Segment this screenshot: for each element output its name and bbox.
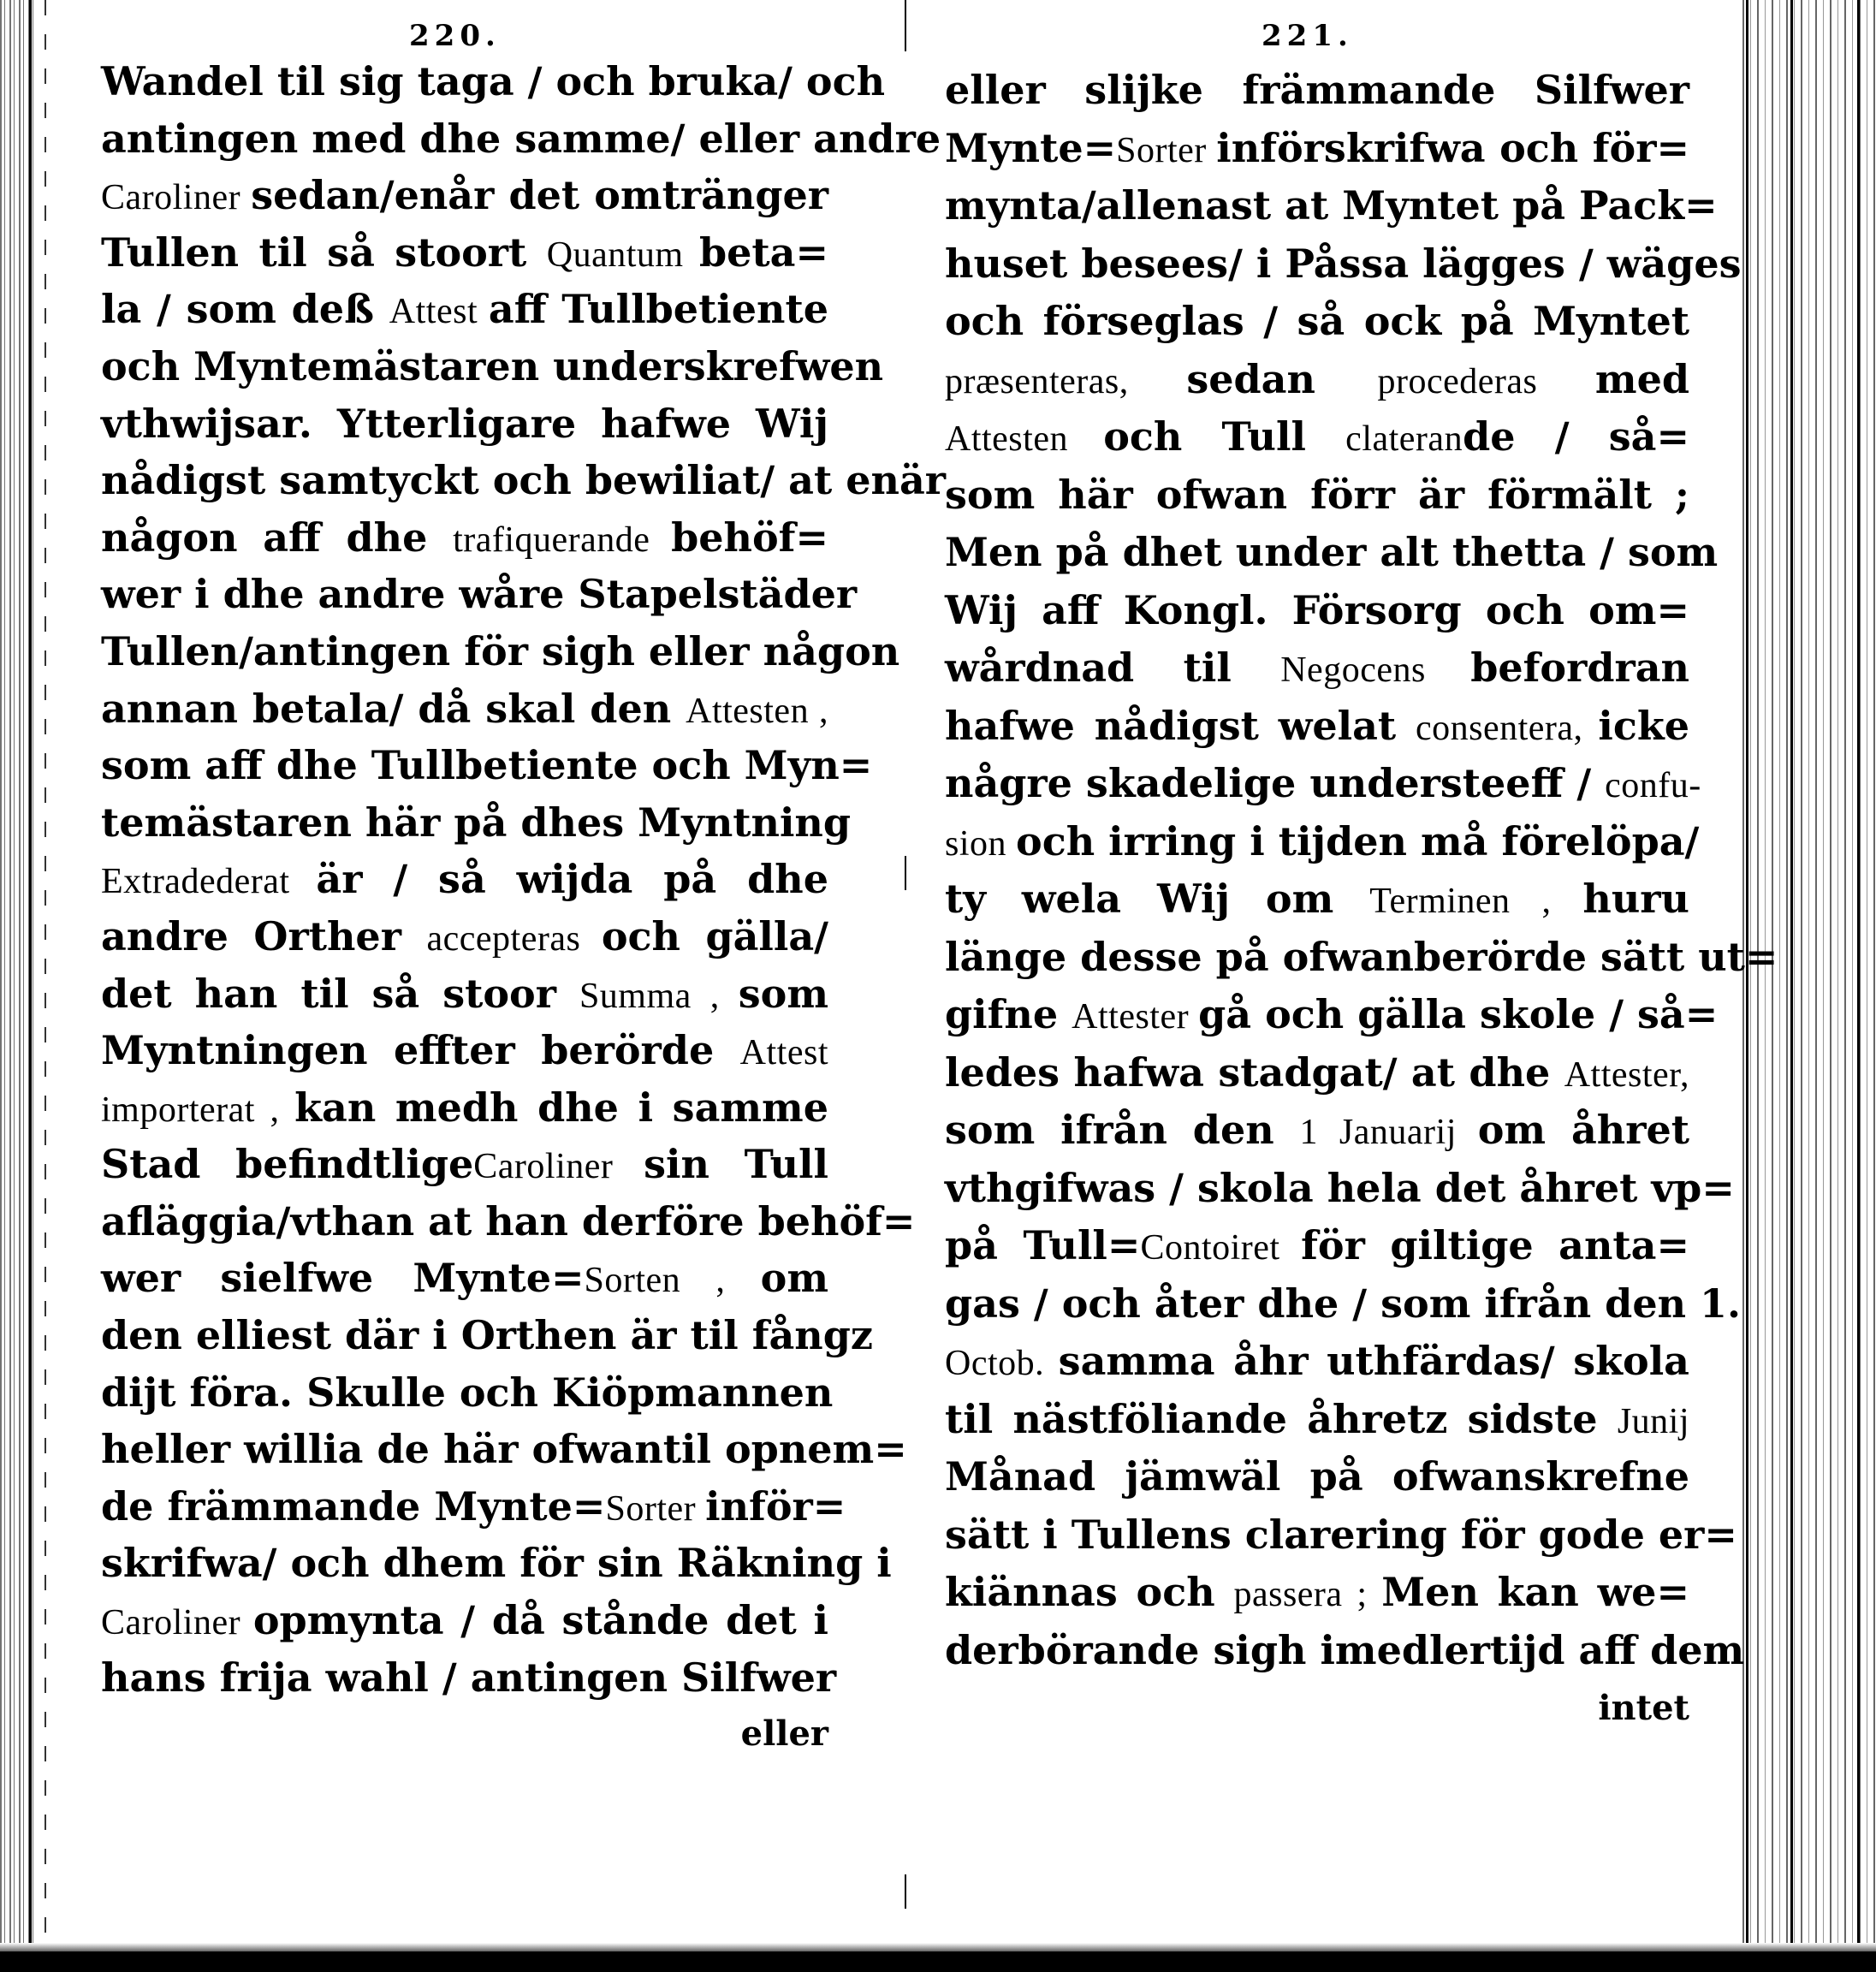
blackletter-text: eller slijke främmande Silfwer [945, 67, 1689, 113]
text-line [101, 737, 873, 794]
roman-word: Junij [1617, 1401, 1689, 1441]
text-line [101, 851, 828, 908]
blackletter-text: och Tull [1103, 413, 1346, 460]
blackletter-text: införskrifwa och för= [1216, 124, 1689, 171]
page-number: 220. [409, 19, 501, 53]
blackletter-text: huset besees/ i Påssa lägges / wäges [945, 240, 1742, 287]
blackletter-text: aff Tullbetiente [488, 286, 829, 333]
blackletter-text: andre Orther [101, 912, 427, 959]
text-line [945, 1275, 1742, 1333]
text-line [945, 698, 1689, 756]
text-line [101, 509, 828, 567]
roman-word: sion [945, 823, 1017, 864]
text-line [945, 1391, 1689, 1449]
blackletter-text: sedan [1186, 355, 1378, 402]
text-line [945, 1448, 1689, 1506]
left-page-text [101, 53, 947, 1763]
roman-word: Attest [739, 1033, 828, 1073]
blackletter-text: Men på dhet under alt thetta / som [945, 529, 1719, 575]
roman-word: Caroliner [101, 1603, 253, 1643]
blackletter-text: den elliest där i Orthen är til fångz [101, 1312, 874, 1359]
text-line [101, 680, 828, 738]
blackletter-text: annan betala/ då skal den [101, 685, 686, 732]
text-line [101, 53, 886, 110]
blackletter-text: Månad jämwäl på ofwanskrefne [945, 1453, 1689, 1500]
right-page-edge-line [1857, 0, 1860, 1943]
blackletter-text: och Myntemästaren underskrefwen [101, 342, 884, 389]
blackletter-text: afläggia/vthan at han derföre behöf= [101, 1197, 916, 1244]
text-line [945, 293, 1689, 351]
text-line [101, 452, 947, 509]
blackletter-text: kan medh dhe i samme [294, 1084, 828, 1131]
text-line [101, 1421, 907, 1478]
text-line [101, 1193, 916, 1250]
blackletter-text: någre skadelige understeeff / [945, 760, 1606, 806]
blackletter-text: wer i dhe andre wåre Stapelstäder [101, 571, 858, 618]
blackletter-text: om åhret [1477, 1107, 1689, 1153]
roman-word: Attest [389, 292, 489, 332]
blackletter-text: med [1594, 355, 1689, 402]
blackletter-text: dijt föra. Skulle och Kiöpmannen [101, 1369, 834, 1416]
blackletter-text: Myntningen effter berörde [101, 1027, 740, 1074]
page-number: 221. [1262, 19, 1353, 53]
blackletter-text: Mynte= [945, 124, 1117, 171]
blackletter-text: länge desse på ofwanberörde sätt ut= [945, 933, 1778, 980]
roman-word: Quantum [546, 235, 699, 275]
text-line [945, 1333, 1689, 1391]
roman-word: Attesten , [686, 691, 828, 731]
text-line [945, 408, 1689, 466]
blackletter-text: gå och gälla skole / så= [1198, 991, 1719, 1037]
blackletter-text: inför= [705, 1482, 846, 1529]
text-line [945, 466, 1689, 525]
gutter-mark [905, 856, 906, 890]
roman-word: Sorter [605, 1488, 706, 1529]
catchword: eller [740, 1714, 828, 1755]
text-line [945, 62, 1689, 120]
text-line [945, 351, 1689, 409]
text-line [945, 639, 1689, 698]
right-page-edge-line [1790, 0, 1793, 1943]
roman-word: Attester, [1564, 1054, 1689, 1095]
text-line [945, 755, 1701, 813]
blackletter-text: skrifwa/ och dhem för sin Räkning i [101, 1540, 892, 1587]
blackletter-text: derbörande sigh imedlertijd aff dem [945, 1626, 1745, 1673]
text-line [945, 235, 1742, 294]
text-line [101, 623, 900, 680]
blackletter-text: behöf= [671, 514, 828, 561]
blackletter-text: som [738, 970, 828, 1017]
blackletter-text: hafwe nådigst welat [945, 702, 1416, 749]
blackletter-text: nådigst samtyckt och bewiliat/ at enär [101, 457, 947, 504]
blackletter-text: wårdnad til [945, 644, 1281, 691]
text-line [101, 1136, 828, 1193]
text-line [101, 338, 884, 395]
roman-word: Terminen , [1369, 882, 1583, 921]
roman-word: Attesten [945, 419, 1104, 459]
roman-word: clateran [1345, 419, 1463, 459]
gutter-mark [905, 1874, 906, 1909]
roman-word: confu- [1605, 766, 1701, 805]
text-line [945, 986, 1719, 1044]
blackletter-text: beta= [698, 229, 828, 276]
text-line [945, 1622, 1745, 1680]
roman-word: Sorter [1116, 130, 1217, 170]
text-line [101, 1079, 828, 1137]
left-page-edge-line [29, 0, 32, 1943]
roman-word: Negocens [1280, 650, 1471, 690]
text-line [945, 120, 1689, 178]
text-line [945, 177, 1718, 235]
blackletter-text: gifne [945, 991, 1072, 1037]
text-line [945, 929, 1778, 987]
text-line [101, 167, 828, 224]
text-line [101, 566, 858, 623]
text-line [101, 224, 828, 282]
text-line [945, 1044, 1689, 1102]
blackletter-text: sedan/enår det omtränger [251, 172, 829, 219]
roman-word: procederas [1377, 361, 1595, 401]
roman-word: Extradederat [101, 862, 317, 902]
blackletter-text: det han til så stoor [101, 970, 579, 1017]
blackletter-text: vthgifwas / skola hela det åhret vp= [945, 1164, 1735, 1211]
blackletter-text: vthwijsar. Ytterligare hafwe Wij [101, 400, 828, 447]
text-line [945, 1506, 1737, 1565]
roman-word: accepteras [426, 918, 602, 959]
text-line [101, 965, 828, 1023]
blackletter-text: mynta/allenast at Myntet på Pack= [945, 182, 1718, 229]
blackletter-text: ty wela Wij om [945, 876, 1370, 922]
gutter-mark [905, 0, 906, 51]
blackletter-text: befordran [1470, 644, 1689, 691]
blackletter-text: de / så= [1463, 413, 1689, 460]
text-line [101, 1307, 874, 1364]
blackletter-text: temästaren här på dhes Myntning [101, 799, 852, 846]
text-line [101, 1649, 837, 1707]
text-line [945, 1564, 1689, 1622]
blackletter-text: någon aff dhe [101, 514, 454, 561]
text-line [945, 1102, 1689, 1160]
roman-word: præsenteras, [945, 361, 1187, 401]
text-line [101, 281, 828, 338]
roman-word: Caroliner [473, 1147, 644, 1187]
roman-word: Summa , [579, 976, 739, 1016]
roman-word: 1 Januarij [1299, 1113, 1478, 1152]
scan-bottom-border [0, 1951, 1876, 1972]
text-line [101, 1592, 828, 1649]
roman-word: Sorten , [584, 1261, 761, 1301]
text-line [101, 1250, 828, 1307]
blackletter-text: wer sielfwe Mynte= [101, 1255, 585, 1302]
blackletter-text: til nästföliande åhretz sidste [945, 1395, 1618, 1442]
blackletter-text: samma åhr uthfärdas/ skola [1058, 1338, 1689, 1384]
blackletter-text: och irring i tijden må förelöpa/ [1016, 817, 1700, 864]
blackletter-text: hans frija wahl / antingen Silfwer [101, 1654, 837, 1701]
text-line [101, 1364, 834, 1422]
blackletter-text: Tullen/antingen för sigh eller någon [101, 627, 900, 674]
blackletter-text: heller willia de här ofwantil opnem= [101, 1426, 907, 1473]
text-line [101, 1478, 846, 1535]
text-line [101, 1535, 892, 1592]
text-line [101, 1022, 828, 1079]
blackletter-text: la / som deß [101, 286, 389, 333]
blackletter-text: Wij aff Kongl. Försorg och om= [945, 586, 1689, 633]
roman-word: Attester [1072, 997, 1199, 1036]
blackletter-text: Men kan we= [1381, 1569, 1689, 1615]
blackletter-text: opmynta / då stånde det i [252, 1597, 828, 1644]
blackletter-text: Wandel til sig taga / och bruka/ och [101, 58, 886, 104]
text-line [945, 582, 1689, 640]
blackletter-text: och gälla/ [601, 912, 828, 959]
roman-word: Caroliner [101, 178, 252, 218]
catchword: intet [1598, 1688, 1689, 1728]
roman-word: consentera, [1415, 708, 1599, 748]
roman-word: passera ; [1233, 1575, 1382, 1614]
right-page-text [945, 62, 1778, 1737]
blackletter-text: Tullen til så stoort [101, 229, 547, 276]
blackletter-text: för giltige anta= [1301, 1222, 1689, 1268]
blackletter-text: om [760, 1255, 828, 1302]
text-line [101, 395, 828, 453]
blackletter-text: kiännas och [945, 1569, 1234, 1615]
blackletter-text: sin Tull [644, 1141, 829, 1188]
text-line [101, 110, 941, 168]
roman-word: trafiquerande [453, 520, 672, 560]
roman-word: Contoiret [1140, 1228, 1302, 1268]
text-line [945, 870, 1689, 929]
blackletter-text: som aff dhe Tullbetiente och Myn= [101, 742, 873, 789]
blackletter-text: gas / och åter dhe / som ifrån den 1. [945, 1280, 1742, 1327]
blackletter-text: antingen med dhe samme/ eller andre [101, 115, 941, 162]
blackletter-text: Stad befindtlige [101, 1141, 474, 1188]
roman-word: importerat , [101, 1090, 295, 1130]
blackletter-text: sätt i Tullens clarering för gode er= [945, 1511, 1737, 1558]
blackletter-text: huru [1582, 876, 1689, 922]
left-page-margin-mark [45, 0, 46, 1943]
blackletter-text: och förseglas / så ock på Myntet [945, 298, 1689, 344]
text-line [945, 1160, 1735, 1218]
blackletter-text: icke [1598, 702, 1689, 749]
blackletter-text: som här ofwan förr är förmält ; [945, 471, 1689, 518]
text-line [101, 794, 852, 852]
text-line [101, 908, 828, 965]
text-line [945, 524, 1719, 582]
text-line [945, 1217, 1689, 1275]
blackletter-text: på Tull= [945, 1222, 1141, 1268]
roman-word: Octob. [945, 1344, 1059, 1383]
blackletter-text: ledes hafwa stadgat/ at dhe [945, 1048, 1564, 1096]
blackletter-text: är / så wijda på dhe [316, 856, 828, 903]
blackletter-text: som ifrån den [945, 1107, 1300, 1153]
blackletter-text: de främmande Mynte= [101, 1482, 606, 1529]
text-line [945, 813, 1700, 871]
